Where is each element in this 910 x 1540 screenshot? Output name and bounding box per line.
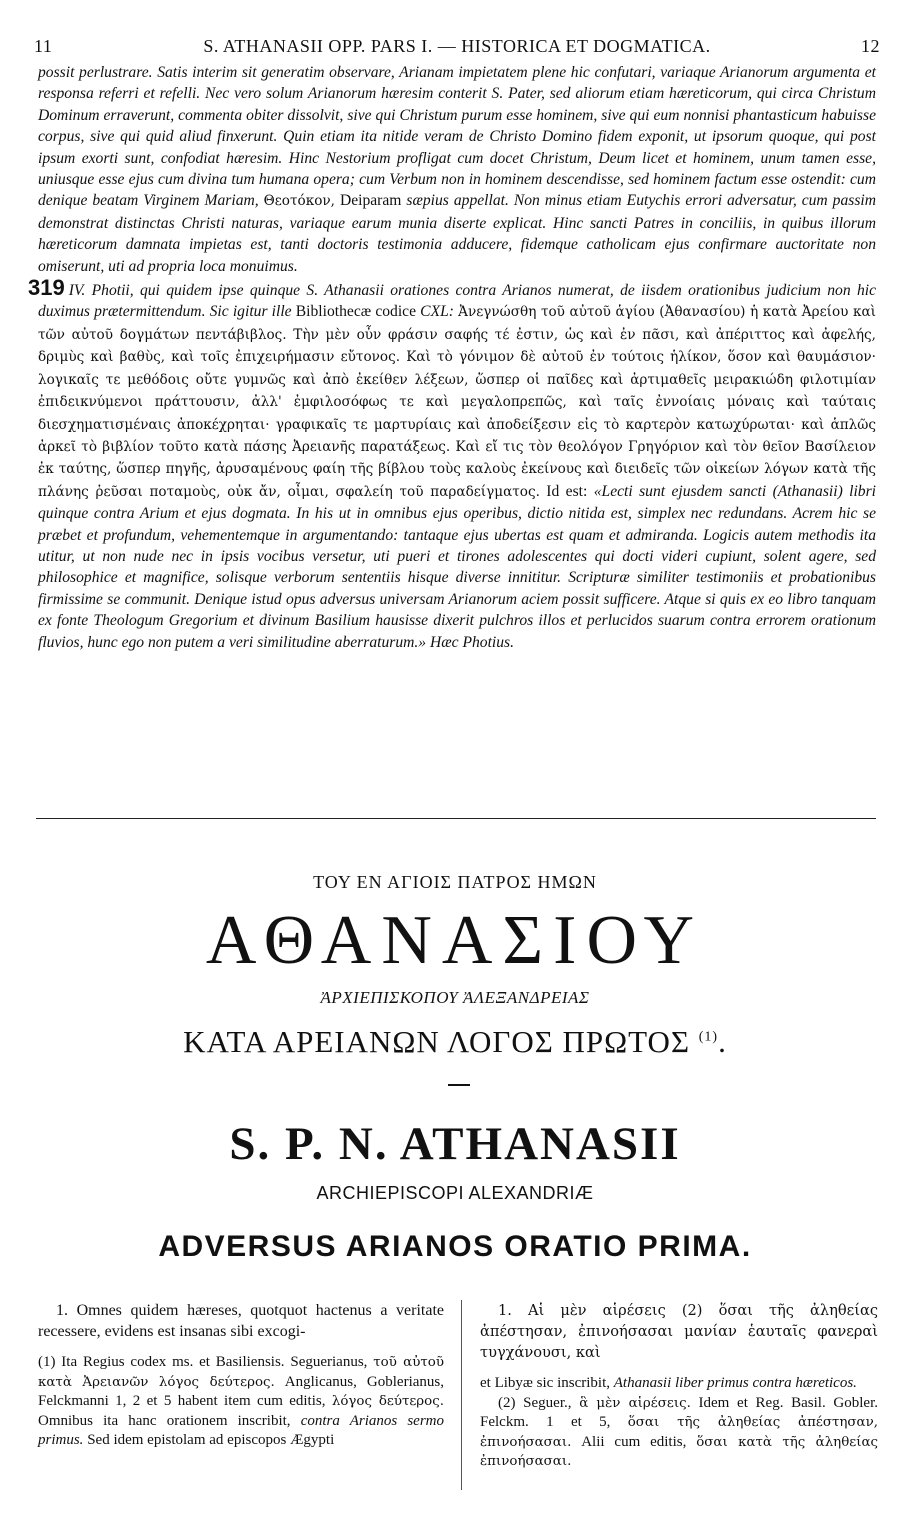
fn1-italic: contra Arianos sermo primus. (38, 1412, 445, 1449)
greek-see-title: ἈΡΧΙΕΠΙΣΚΟΠΟΥ ἈΛΕΞΑΝΔΡΕΙΑΣ (320, 988, 590, 1007)
fn1-cont-start: et Libyæ sic inscribit, (480, 1375, 614, 1391)
greek-column (480, 1300, 878, 1472)
intro-paragraph-2 (28, 275, 877, 653)
footnote-ref-1: (1) (698, 1029, 719, 1045)
latin-see-title: ARCHIEPISCOPI ALEXANDRIÆ (316, 1183, 594, 1203)
footnote-1 (38, 1353, 444, 1451)
fn2-greek-1: ἃ μὲν αἱρέσεις. (579, 1395, 691, 1411)
title-rule (448, 1084, 470, 1086)
intro-para1-text: possit perlustrare. Satis interim sit generatim observare, Arianam impietatem plene hic confutari, variaque Arianorum argumenta et responsa referri et refelli. Nec vero solum Arianorum hæresim conterit S. Pater, sed aliorum etiam hæreticorum, qui circa Christum Dominum erraverunt, commenta obiter dissolvit, sive qui Christum purum esse hominem, sive qui eum nonnisi phantasticum habuisse corpus, sive qui quid aliud finxerunt. Quin etiam ita nitide veram de Christo Domino fidem exponit, ut ipsorum quoque, qui post ipsum exorti sunt, confodiat hæresim. Hinc Nestorium profligat cum docet Christum, Deum licet et hominem, unum tamen esse, uniusque esse ejus cum divina tum humana opera; cum Verbum non in hominem descendisse, sed hominem factum esse ostendit: cum denique beatam Virginem Mariam, (38, 64, 876, 210)
intro-para1-plain: Deiparam (334, 192, 402, 210)
latin-author-name: S. P. N. ATHANASII (229, 1118, 681, 1170)
intro-para2-id: Id est: (539, 482, 594, 500)
fn1-mid-2: Omnibus ita hanc orationem inscribit, (38, 1412, 301, 1429)
greek-oration-text: ΚΑΤΑ ΑΡΕΙΑΝΩΝ ΛΟΓΟΣ ΠΡΩΤΟΣ (183, 1024, 690, 1059)
intro-paragraph-1 (38, 62, 876, 277)
intro-para2-codex: CXL: (416, 303, 459, 321)
greek-pre-title: ΤΟΥ ΕΝ ΑΓΙΟΙΣ ΠΑΤΡΟΣ ΗΜΩΝ (313, 872, 597, 892)
fn2-mid-2: Alii cum editis, (571, 1433, 697, 1450)
running-head (34, 36, 880, 60)
introduction-text (28, 62, 877, 653)
fn2-mid: Idem et Reg. Basil. Gobler. Felckm. 1 et 5, (480, 1394, 878, 1431)
intro-para2-plain: Bibliothecæ codice (295, 303, 417, 321)
intro-para1-end: sæpius appellat. Non minus etiam Eutychis errori adversatur, cum passim demonstrat distinctas Christi naturas, variaque earum munia diserte explicat. Hinc sancti Patres in conciliis, in quibus illorum hæreticorum damnata impietas est, tanti doctoris testimonia adducere, fidemque catholicam ejus confirmare auctoritate non omiserunt, uti ad propria loca monuimus. (38, 192, 877, 275)
greek-oration-title: ΚΑΤΑ ΑΡΕΙΑΝΩΝ ΛΟΓΟΣ ΠΡΩΤΟΣ $^{(1)}$. (183, 1024, 727, 1059)
footnote-2 (480, 1394, 878, 1472)
latin-oration-title: ADVERSUS ARIANOS ORATIO PRIMA. (158, 1230, 752, 1263)
intro-para2-start: IV. Photii, qui quidem ipse quinque S. Athanasii orationes contra Arianos numerat, de iisdem orationibus judicium non hic duximus prætermittendum. Sic igitur ille (38, 282, 876, 321)
fn1-mid: Anglicanus, Goblerianus, Felckmanni 1, 2 et 5 habent item cum editis, (38, 1373, 444, 1410)
greek-author-name: ΑΘΑΝΑΣΙΟΥ (205, 902, 705, 979)
fn1-greek-2: λόγος δεύτερος. (331, 1394, 444, 1410)
greek-body-text: 1. Αἱ μὲν αἱρέσεις (2) ὅσαι τῆς ἀληθείας ἀπέστησαν, ἐπινοήσασαι μανίαν ἑαυταῖς φανεραὶ τυγχάνουσι, καὶ (480, 1302, 878, 1361)
fn2-greek-2: ὅσαι τῆς ἀληθείας ἀπέστησαν, ἐπινοήσασαι. (480, 1415, 878, 1450)
fn1-end: Sed idem epistolam ad episcopos Ægypti (83, 1432, 335, 1449)
fn1-start: (1) Ita Regius codex ms. et Basiliensis. Seguerianus, (38, 1354, 374, 1370)
intro-para1-greek: Θεοτόκον, (263, 193, 335, 210)
section-rule (36, 818, 876, 820)
right-page-number: 12 (861, 36, 880, 56)
marginal-number: 319 (28, 275, 65, 301)
fn2-start: (2) Seguer., (498, 1394, 580, 1411)
intro-para2-latin: «Lecti sunt ejusdem sancti (Athanasii) libri quinque contra Arium et ejus dogmata. In his ut in omnibus ejus operibus, dictio nitida est, simplex nec redundans. Acrem hic se præbet et profundum, vehementemque in argumentando: tantaque ejus ubertas est quam et admiranda. Logicis autem methodis ita utitur, ut non nude nec in ipsis vocibus versetur, uti pueri et tirones adolescentes qui docti videri cupiunt, solent agere, sed philosophice et magnifice, solisque verborum sententiis hisque diverse innititur. Scripturæ similiter testimoniis et probationibus firmissime se communit. Denique istud opus adversus universam Arianorum aciem possit sufficere. Atque si quis ex eo libro tanquam ex fonte Theologum Gregorium et divinum Basilium hausisse dixerit pulchros illos et perlucidos suarum contra errorem orationum fluvios, hunc ego non putem a veri similitudine aberraturum.» (38, 482, 877, 651)
left-page-number: 11 (34, 36, 53, 56)
running-title: S. ATHANASII OPP. PARS I. — HISTORICA ET DOGMATICA. (203, 36, 711, 56)
latin-column (38, 1300, 444, 1451)
footnote-1-continued (480, 1374, 878, 1394)
fn1-greek-1: τοῦ αὐτοῦ κατὰ Ἀρειανῶν λόγος δεύτερος. (38, 1355, 444, 1390)
fn2-greek-3: ὅσαι κατὰ τῆς ἀληθείας ἐπινοήσασαι. (480, 1434, 878, 1470)
intro-para2-end: Hæc Photius. (426, 633, 515, 651)
column-divider (461, 1300, 462, 1490)
fn1-cont-italic: Athanasii liber primus contra hæreticos. (613, 1375, 857, 1391)
latin-body-text: 1. Omnes quidem hæreses, quotquot hactenus a veritate recessere, evidens est insanas sibi excogi- (38, 1302, 444, 1340)
footnote-divider-right (480, 1369, 878, 1370)
footnote-divider-left (38, 1348, 444, 1349)
intro-para2-greek: Ἀνεγνώσθη τοῦ αὐτοῦ ἁγίου (Ἀθανασίου) ἡ κατὰ Ἀρείου καὶ τῶν αὐτοῦ δογμάτων πεντάβιβλος. Τὴν μὲν οὖν φράσιν σαφής τέ ἐστιν, ὡς καὶ ἐν πᾶσι, καὶ ἀπέριττος καὶ ἀφελής, δριμὺς καὶ βαθὺς, καὶ τοῖς ἐπιχειρήμασιν εὔτονος. Καὶ τὸ γόνιμον δὲ αὐτοῦ ἐν τούτοις ἡλίκον, ὅσον καὶ θαυμάσιον· λογικαῖς τε μεθόδοις οὔτε γυμνῶς καὶ ἀπὸ ἐκείθεν λέξεων, ὥσπερ οἱ παῖδες καὶ ἀρτιμαθεῖς μειρακιώδη φιλοτιμίαν ἐπιδεικνύμενοι πράττουσιν, ἀλλ' ἐμφιλοσόφως τε καὶ μεγαλοπρεπῶς, καὶ ταῖς ἐννοίαις μόναις καὶ ταύταις διεσχηματισμέναις ἀποκέχρηται· γραφικαῖς τε μαρτυρίαις καὶ ἀποδείξεσιν εἰς τὸ καρτερὸν κατωχύρωται· καὶ ἁπλῶς ἀρκεῖ τὸ βιβλίον τοῦτο κατὰ πάσης Ἀρειανῆς παρατάξεως. Καὶ εἴ τις τὸν θεολόγον Γρηγόριον καὶ τὸν θεῖον Βασίλειον ἐκ ταύτης, ὥσπερ πηγῆς, ἀρυσαμένους φαίη τῆς βίβλου τοὺς καλοὺς ἐκείνους καὶ διειδεῖς τῶν οἰκείων λόγων κατὰ τῆς πλάνης ῥεῦσαι ποταμοὺς, οὐκ ἄν, οἶμαι, σφαλείη τοῦ παραδείγματος. (38, 304, 877, 500)
